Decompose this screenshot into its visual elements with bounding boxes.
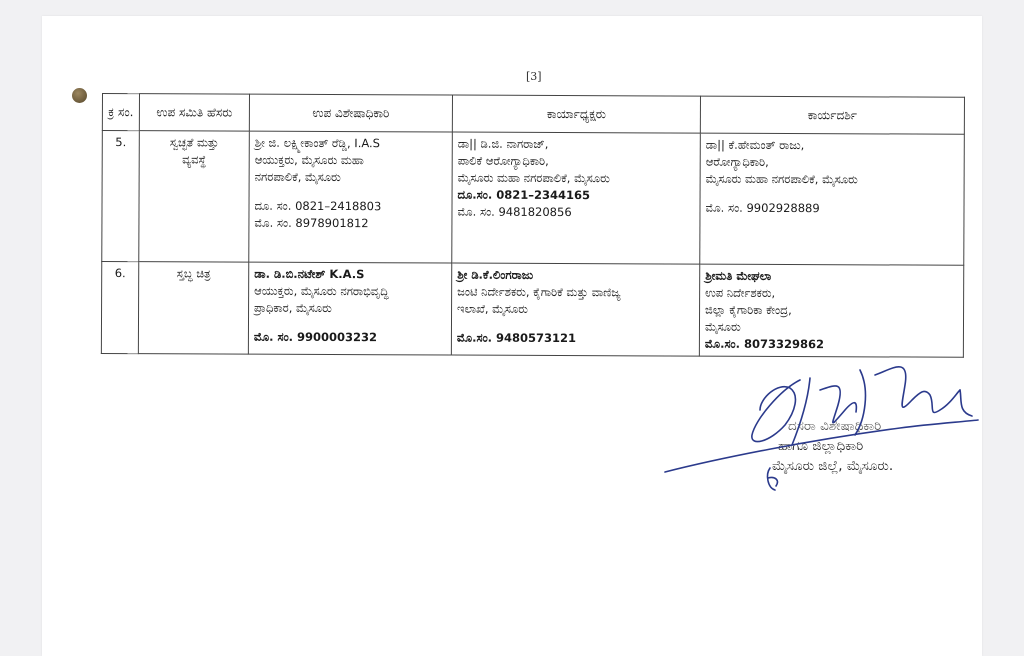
handwritten-signature — [660, 350, 980, 495]
secretary-line: ಜಿಲ್ಲಾ ಕೈಗಾರಿಕಾ ಕೇಂದ್ರ, — [705, 302, 792, 318]
header-officer: ಉಪ ವಿಶೇಷಾಧಿಕಾರಿ — [249, 94, 452, 132]
signatory-location: ಮೈಸೂರು ಜಿಲ್ಲೆ, ಮೈಸೂರು. — [772, 458, 894, 474]
row-number: 6. — [101, 262, 138, 354]
officer-phone: ದೂ. ಸಂ. 0821–2418803 — [254, 198, 382, 214]
officer-name: ಡಾ. ಡಿ.ಬಿ.ನಟೇಶ್ K.A.S — [254, 266, 365, 282]
chairman-line: ಮೈಸೂರು ಮಹಾ ನಗರಪಾಲಿಕೆ, ಮೈಸೂರು — [457, 170, 610, 186]
chairman-name: ಶ್ರೀ ಡಿ.ಕೆ.ಲಿಂಗರಾಜು — [457, 267, 534, 282]
table-row — [101, 262, 963, 358]
officer-line: ನಗರಪಾಲಿಕೆ, ಮೈಸೂರು — [254, 169, 341, 185]
committee-line: ಸ್ತಬ್ಧ ಚಿತ್ರ — [176, 266, 211, 281]
table-header-row — [102, 94, 964, 135]
committee-line: ಸ್ವಚ್ಛತೆ ಮತ್ತು — [169, 135, 219, 150]
chairman-cell — [452, 132, 701, 264]
subcommittee-table — [101, 93, 965, 358]
header-secretary: ಕಾರ್ಯದರ್ಶಿ — [700, 96, 964, 134]
secretary-line: ಆರೋಗ್ಯಾಧಿಕಾರಿ, — [705, 154, 769, 169]
committee-name — [138, 262, 248, 354]
chairman-line: ಜಂಟಿ ನಿರ್ದೇಶಕರು, ಕೈಗಾರಿಕೆ ಮತ್ತು ವಾಣಿಜ್ಯ — [457, 284, 621, 300]
chairman-cell — [451, 263, 699, 356]
page-number: [3] — [526, 70, 542, 83]
secretary-cell — [700, 133, 965, 265]
secretary-line: ಮೈಸೂರು ಮಹಾ ನಗರಪಾಲಿಕೆ, ಮೈಸೂರು — [705, 171, 858, 187]
header-chairman: ಕಾರ್ಯಾಧ್ಯಕ್ಷರು — [452, 95, 700, 133]
officer-cell — [248, 262, 451, 355]
secretary-name: ಶ್ರೀಮತಿ ಮೇಘಲಾ — [705, 268, 772, 283]
secretary-mobile: ಮೊ.ಸಂ. 8073329862 — [704, 336, 825, 352]
chairman-line: ಡಾ|| ಡಿ.ಜಿ. ನಾಗರಾಜ್, — [457, 136, 549, 151]
chairman-mobile: ಮೊ. ಸಂ. 9481820856 — [457, 204, 572, 220]
signatory-designation: ದಸರಾ ವಿಶೇಷಾಧಿಕಾರಿ — [788, 418, 882, 434]
committee-name — [139, 131, 250, 262]
officer-cell — [249, 131, 453, 263]
secretary-line: ಉಪ ನಿರ್ದೇಶಕರು, — [705, 285, 776, 300]
secretary-line: ಡಾ|| ಕೆ.ಹೇಮಂತ್ ರಾಜು, — [705, 137, 805, 153]
header-committee: ಉಪ ಸಮಿತಿ ಹೆಸರು — [139, 94, 249, 131]
chairman-line: ಪಾಲಿಕೆ ಆರೋಗ್ಯಾಧಿಕಾರಿ, — [457, 153, 549, 168]
secretary-mobile: ಮೊ. ಸಂ. 9902928889 — [705, 200, 820, 216]
secretary-cell — [699, 264, 963, 357]
officer-mobile: ಮೊ. ಸಂ. 9900003232 — [253, 329, 378, 345]
officer-line: ಆಯುಕ್ತರು, ಮೈಸೂರು ಮಹಾ — [254, 152, 364, 168]
signatory-designation: ಹಾಗೂ ಜಿಲ್ಲಾಧಿಕಾರಿ — [778, 438, 864, 454]
officer-line: ಶ್ರೀ ಜಿ. ಲಕ್ಷ್ಮೀಕಾಂತ್ ರೆಡ್ಡಿ, I.A.S — [254, 135, 381, 151]
officer-mobile: ಮೊ. ಸಂ. 8978901812 — [254, 215, 369, 231]
table-row — [102, 131, 965, 266]
committee-line: ವ್ಯವಸ್ಥೆ — [182, 152, 207, 167]
row-number: 5. — [102, 131, 140, 262]
secretary-line: ಮೈಸೂರು — [704, 319, 741, 334]
officer-line: ಪ್ರಾಧಿಕಾರ, ಮೈಸೂರು — [254, 300, 332, 316]
officer-line: ಆಯುಕ್ತರು, ಮೈಸೂರು ನಗರಾಭಿವೃದ್ಧಿ — [254, 283, 389, 299]
chairman-line: ಇಲಾಖೆ, ಮೈಸೂರು — [457, 301, 528, 316]
chairman-mobile: ಮೊ.ಸಂ. 9480573121 — [456, 330, 577, 346]
chairman-phone: ದೂ.ಸಂ. 0821–2344165 — [457, 187, 591, 203]
header-serial: ಕ್ರ ಸಂ. — [102, 94, 139, 131]
punch-hole — [72, 88, 87, 103]
